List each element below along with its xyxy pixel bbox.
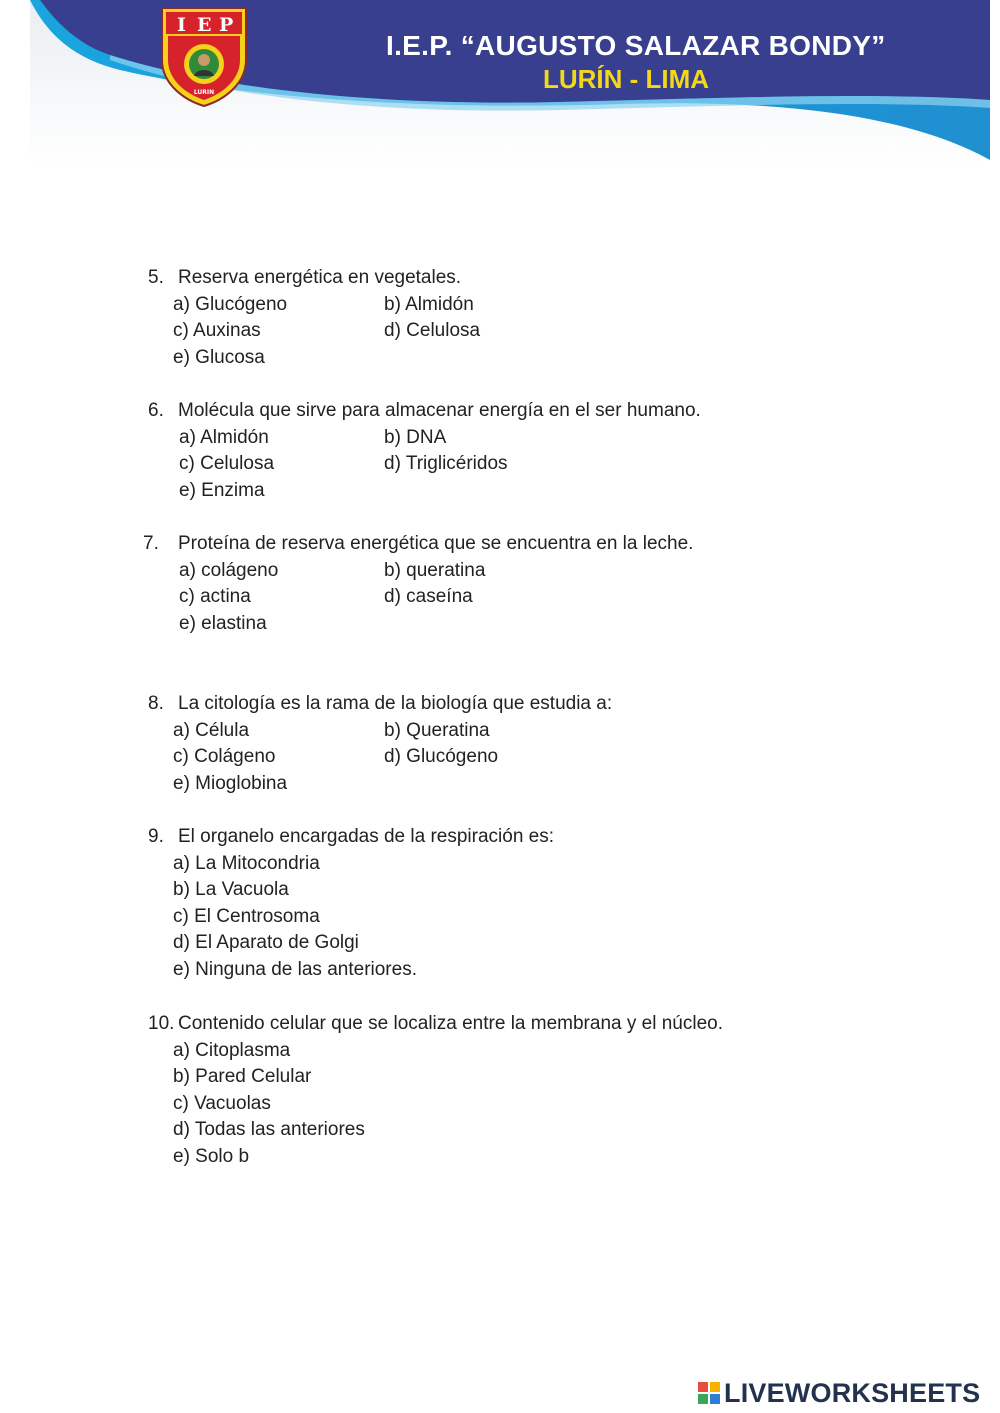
school-logo [158,4,250,108]
option-d[interactable]: d) Todas las anteriores [173,1119,365,1141]
school-location: LURÍN - LIMA [543,64,710,94]
question-number: 10. [148,1013,175,1034]
option-e[interactable]: e) Mioglobina [173,772,288,794]
option-c[interactable]: c) Auxinas [173,320,261,342]
question-text: La citología es la rama de la biología que estudia a: [178,693,613,714]
option-e[interactable]: e) Enzima [179,479,265,501]
option-d[interactable]: d) Glucógeno [384,746,499,768]
option-a[interactable]: a) La Mitocondria [173,852,320,874]
option-d[interactable]: d) Triglicéridos [384,453,508,475]
option-b[interactable]: b) Almidón [384,293,474,315]
option-b[interactable]: b) Pared Celular [173,1066,312,1088]
option-b[interactable]: b) La Vacuola [173,879,289,901]
question-text: Proteína de reserva energética que se encuentra en la leche. [178,533,694,554]
option-a[interactable]: a) Citoplasma [173,1039,291,1061]
option-c[interactable]: c) Vacuolas [173,1092,271,1114]
option-c[interactable]: c) Colágeno [173,746,276,768]
header-banner [0,0,1000,175]
logo-place: LURIN [193,89,215,96]
option-d[interactable]: d) caseína [384,586,473,608]
liveworksheets-icon [697,1381,721,1405]
question-number: 6. [148,400,164,421]
option-c[interactable]: c) Celulosa [179,453,275,475]
school-name: I.E.P. “AUGUSTO SALAZAR BONDY” [386,30,886,61]
banner-background [0,0,1000,175]
question-number: 5. [148,267,164,288]
option-e[interactable]: e) Glucosa [173,346,265,368]
question-text: Reserva energética en vegetales. [178,267,462,288]
option-e[interactable]: e) Solo b [173,1146,250,1167]
question-number: 9. [148,826,164,847]
option-a[interactable]: a) colágeno [179,559,279,581]
option-e[interactable]: e) Ninguna de las anteriores. [173,959,417,980]
option-c[interactable]: c) El Centrosoma [173,905,320,927]
option-c[interactable]: c) actina [179,586,251,608]
logo-letter-p: P [219,14,234,36]
option-a[interactable]: a) Glucógeno [173,293,288,315]
logo-letter-e: E [197,14,212,36]
question-text: El organelo encargadas de la respiración es: [178,826,555,847]
option-d[interactable]: d) El Aparato de Golgi [173,932,359,954]
brand-text: LIVEWORKSHEETS [724,1377,981,1408]
option-e[interactable]: e) elastina [179,612,267,634]
question-text: Molécula que sirve para almacenar energía en el ser humano. [178,400,701,421]
question-number: 7. [143,533,159,554]
option-d[interactable]: d) Celulosa [384,320,481,342]
logo-letter-i: I [177,14,186,36]
option-b[interactable]: b) Queratina [384,719,490,741]
liveworksheets-brand[interactable] [697,1373,980,1413]
question-text: Contenido celular que se localiza entre la membrana y el núcleo. [178,1013,723,1034]
option-a[interactable]: a) Célula [173,719,250,741]
option-b[interactable]: b) queratina [384,559,486,581]
option-b[interactable]: b) DNA [384,426,447,448]
option-a[interactable]: a) Almidón [179,426,269,448]
question-number: 8. [148,693,164,714]
